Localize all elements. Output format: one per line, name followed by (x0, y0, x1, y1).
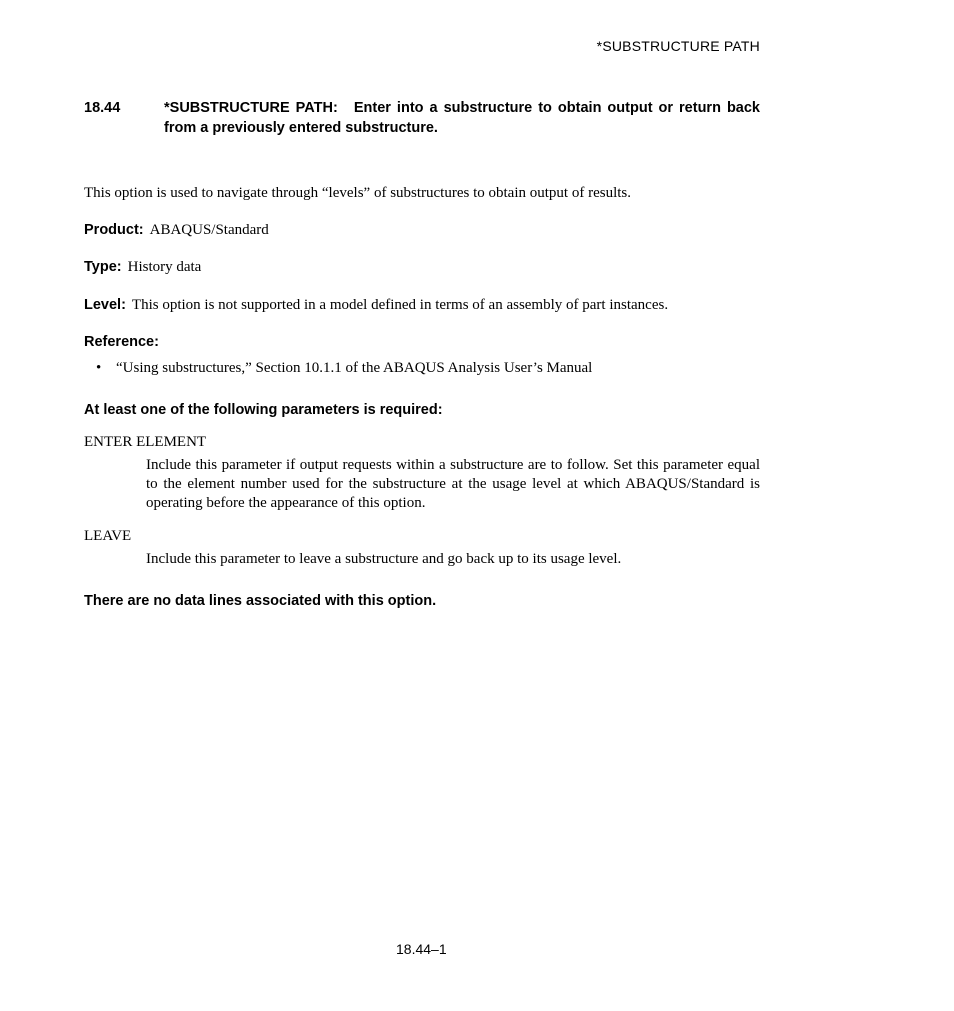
reference-item (96, 359, 592, 378)
intro-paragraph: This option is used to navigate through “levels” of substructures to obtain output of results. (84, 185, 631, 201)
type-value: History data (127, 259, 202, 275)
type-label: Type: (84, 259, 122, 275)
product-value: ABAQUS/Standard (149, 222, 269, 238)
section-heading (84, 99, 760, 138)
level-value: This option is not supported in a model defined in terms of an assembly of part instances. (131, 297, 669, 313)
page-number: 18.44–1 (396, 941, 447, 957)
bullet-icon: • (96, 360, 102, 376)
section-number: 18.44 (84, 100, 121, 116)
parameter-description-enter-element: Include this parameter if output requests within a substructure are to follow. Set this parameter equal to the element number used for the substructure at the usage level at which ABAQUS/Standard is operating before the appearance of this option. (146, 457, 760, 511)
parameter-description-leave: Include this parameter to leave a substructure and go back up to its usage level. (146, 551, 622, 567)
type-line (84, 258, 760, 277)
section-title-block (164, 99, 760, 138)
reference-label: Reference: (84, 334, 159, 350)
product-line (84, 221, 760, 240)
data-lines-note: There are no data lines associated with this option. (84, 593, 437, 609)
section-subtitle: Enter into a substructure to obtain output or return back from a previously entered substructure. (164, 100, 760, 136)
product-label: Product: (84, 222, 144, 238)
section-title: *SUBSTRUCTURE PATH: (164, 100, 338, 116)
reference-heading (84, 333, 760, 352)
level-line (84, 296, 760, 315)
reference-list (96, 359, 592, 378)
level-label: Level: (84, 297, 126, 313)
parameters-heading: At least one of the following parameters is required: (84, 402, 443, 418)
parameter-name-leave: LEAVE (84, 528, 132, 544)
reference-item-text: “Using substructures,” Section 10.1.1 of the ABAQUS Analysis User’s Manual (116, 360, 593, 376)
parameter-name-enter-element: ENTER ELEMENT (84, 434, 207, 450)
running-head: *SUBSTRUCTURE PATH (596, 38, 760, 54)
